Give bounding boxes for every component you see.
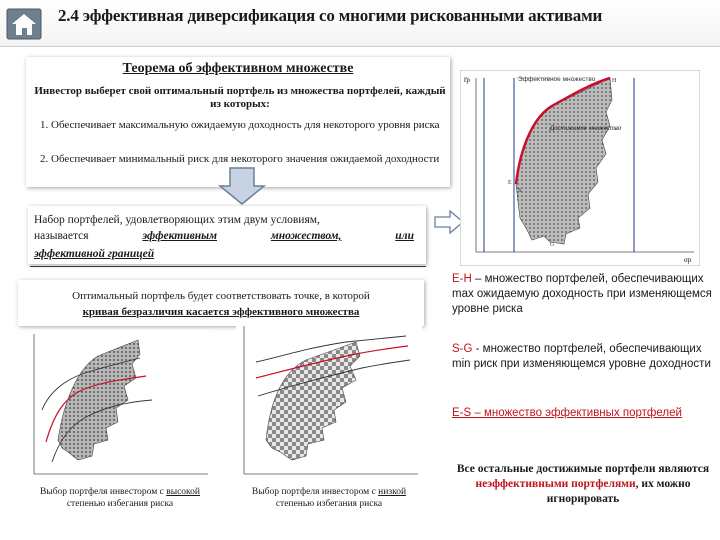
point-h-label: H [612,78,617,84]
home-icon[interactable] [6,8,42,40]
point-g-label: G [550,242,555,248]
legend-label: Эффективное множество [518,76,596,83]
optimal-line1: Оптимальный портфель будет соответствовать точке, в которой [72,290,370,302]
term-set: множеством, [270,230,342,242]
divider [30,266,426,267]
note-eh: E-H – множество портфелей, обеспечивающих max ожидаемую доходность при изменяющемся уровне риска [452,273,712,315]
point-s-label: S [518,188,522,194]
theorem-title: Теорема об эффективном множестве [122,61,354,76]
theorem-lead: Инвестор выберет свой оптимальный портфель из множества портфелей, каждый из которых: [34,85,446,110]
note-inefficient: Все остальные достижимые портфели являются неэффективными портфелями, их можно игнорировать [456,463,710,505]
optimal-text [24,288,418,320]
condition-1: 1. Обеспечивает максимальную ожидаемую доходность для некоторого уровня риска [40,119,440,131]
term-efficient-frontier: эффективной границей [34,248,155,260]
page-title: 2.4 эффективная диверсификация со многими рискованными активами [58,6,603,25]
efficient-set-line2 [34,230,414,242]
caption-high-aversion: Выбор портфеля инвестором с высокой степенью избегания риска [39,487,201,509]
caption-low-aversion: Выбор портфеля инвестором с низкой степенью избегания риска [251,487,407,509]
arrow-down-icon [218,166,266,206]
note-es: E-S – множество эффективных портфелей [452,407,682,419]
efficient-frontier-chart [460,70,700,266]
term-efficient: эффективным [142,230,218,242]
y-axis-label: r̄p [464,76,470,84]
high-aversion-chart [28,330,212,480]
feasible-set-label: Достижимое множество [550,126,622,132]
low-aversion-chart [236,322,422,480]
point-e-label: E [508,180,512,186]
condition-2: 2. Обеспечивает минимальный риск для некоторого значения ожидаемой доходности [40,153,440,165]
x-axis-label: σp [684,256,692,264]
efficient-set-line1: Набор портфелей, удовлетворяющих этим двум условиям, [34,214,320,226]
optimal-portfolio-box [18,280,424,326]
efficient-set-prefix: называется [34,230,89,242]
term-or: или [395,230,414,242]
efficient-set-box [28,206,426,264]
note-sg: S-G - множество портфелей, обеспечивающих min риск при изменяющемся уровне доходности [452,343,711,370]
optimal-line2: кривая безразличия касается эффективного множества [82,306,360,318]
